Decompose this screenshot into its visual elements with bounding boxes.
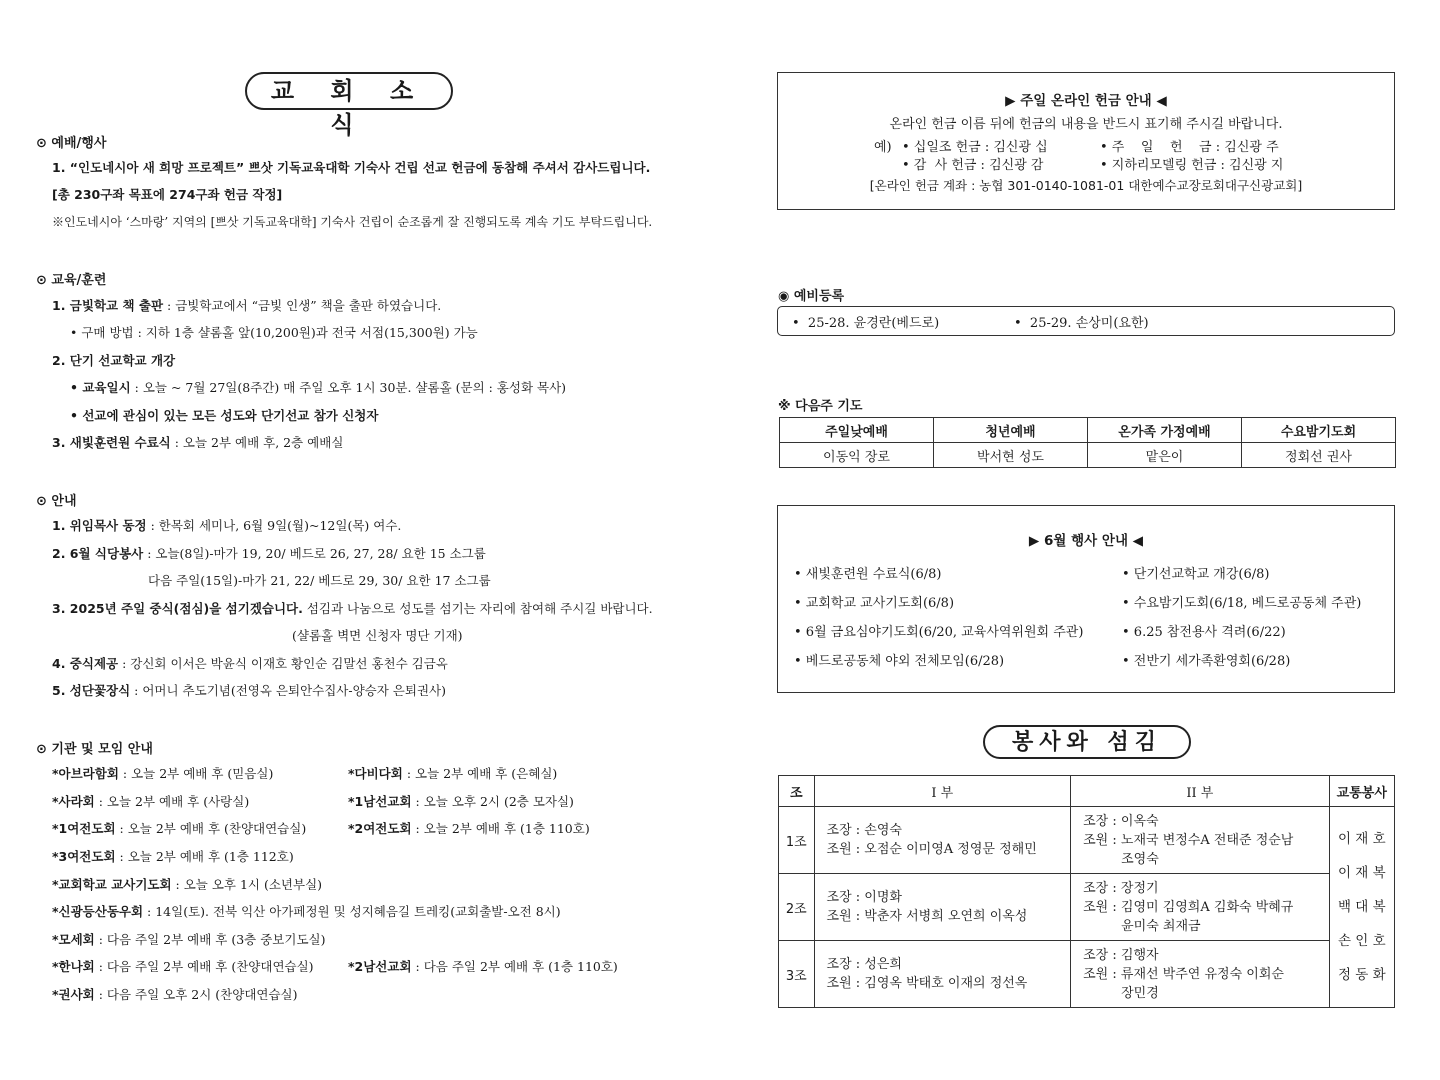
edu-item-1-label: 1. 금빛학교 책 출판 xyxy=(52,298,164,313)
group-text: : 다음 주일 2부 예배 후 (찬양대연습실) xyxy=(94,959,314,974)
service-header-row xyxy=(779,776,1395,807)
service-table xyxy=(778,775,1395,1008)
service-leader: 조장 : 손영숙 xyxy=(826,823,902,838)
prayer-value: 이동익 장로 xyxy=(780,443,934,468)
group-dabida xyxy=(348,765,557,783)
group-men-1 xyxy=(348,793,574,811)
service-group: 3조 xyxy=(779,941,815,1008)
group-text: : 오늘 2부 예배 후 (은혜실) xyxy=(402,766,558,781)
section-heading-groups: ⊙ 기관 및 모임 안내 xyxy=(36,742,153,757)
group-text: : 14일(토). 전북 익산 아가페정원 및 성지혜음길 트레킹(교회출발-오전 8시) xyxy=(143,904,561,919)
group-label: *사라회 xyxy=(52,794,95,809)
group-men-2 xyxy=(348,958,618,976)
section-heading-notice: ⊙ 안내 xyxy=(36,494,77,509)
service-header-group: 조 xyxy=(779,776,815,807)
june-event-right-3: • 6.25 참전용사 격려(6/22) xyxy=(1122,625,1286,640)
group-text: : 오늘 오후 2시 (2층 모자실) xyxy=(411,794,574,809)
service-traffic xyxy=(1329,807,1394,1008)
notice-item-4-text: : 강신회 이서은 박윤식 이재호 황인순 김말선 홍천수 김금옥 xyxy=(118,656,448,671)
prayer-header: 수요밤기도회 xyxy=(1242,418,1396,443)
group-text: : 오늘 2부 예배 후 (믿음실) xyxy=(118,766,274,781)
prayer-heading: ※ 다음주 기도 xyxy=(778,399,863,414)
notice-item-2-line-2: 다음 주일(15일)-마가 21, 22/ 베드로 29, 30/ 요한 17 소그룹 xyxy=(148,573,491,588)
edu-item-3-text: : 오늘 2부 예배 후, 2층 예배실 xyxy=(170,435,344,450)
edu-item-2-sub-1 xyxy=(70,379,566,397)
notice-item-3 xyxy=(52,600,653,618)
group-hannah xyxy=(52,958,314,976)
group-label: *신광등산동우회 xyxy=(52,904,144,919)
service-members: 조원 : 김영옥 박태호 이재의 정선옥 xyxy=(826,976,1028,991)
prayer-value-row xyxy=(780,443,1396,468)
service-title: 봉사와 섬김 xyxy=(983,725,1191,759)
service-row-1 xyxy=(779,807,1395,874)
service-row-2 xyxy=(779,874,1395,941)
prayer-header: 온가족 가정예배 xyxy=(1088,418,1242,443)
service-leader: 조장 : 김행자 xyxy=(1083,947,1159,963)
registration-box xyxy=(777,306,1395,336)
notice-item-1 xyxy=(52,517,401,535)
service-group: 1조 xyxy=(779,807,815,874)
group-sara xyxy=(52,793,249,811)
group-teachers xyxy=(52,876,322,894)
edu-item-3-label: 3. 새빛훈련원 수료식 xyxy=(52,435,171,450)
online-offering-example-3: • 감 사 헌금 : 김신광 감 xyxy=(902,158,1044,173)
edu-item-2: 2. 단기 선교학교 개강 xyxy=(52,353,176,368)
june-event-left-2: • 교회학교 교사기도회(6/8) xyxy=(794,596,955,611)
group-label: *교회학교 교사기도회 xyxy=(52,877,172,892)
service-members: 조원 : 노재국 변정수A 전태준 정순남 xyxy=(1083,832,1294,848)
edu-item-2-sub-2: • 선교에 관심이 있는 모든 성도와 단기선교 참가 신청자 xyxy=(70,408,379,423)
service-members: 조원 : 박춘자 서병희 오연희 이옥성 xyxy=(826,909,1028,924)
june-event-left-1: • 새빛훈련원 수료식(6/8) xyxy=(794,567,942,582)
service-header-part-1: I 부 xyxy=(814,776,1071,807)
june-events-box xyxy=(777,505,1395,693)
prayer-header: 청년예배 xyxy=(934,418,1088,443)
service-group: 2조 xyxy=(779,874,815,941)
prayer-table xyxy=(779,417,1396,468)
traffic-name: 이 재 복 xyxy=(1337,865,1386,881)
church-news-title: 교 회 소 식 xyxy=(245,72,453,110)
june-event-right-1: • 단기선교학교 개강(6/8) xyxy=(1122,567,1270,582)
service-members: 조원 : 오점순 이미영A 정영문 정해민 xyxy=(826,842,1037,857)
notice-item-3-text: 섬김과 나눔으로 성도를 섬기는 자리에 참여해 주시길 바랍니다. xyxy=(302,601,653,616)
group-women-1 xyxy=(52,820,306,838)
group-label: *2남선교회 xyxy=(348,959,412,974)
group-text: : 다음 주일 2부 예배 후 (1층 110호) xyxy=(411,959,618,974)
group-text: : 오늘 2부 예배 후 (1층 112호) xyxy=(115,849,294,864)
traffic-name: 백 대 복 xyxy=(1337,899,1386,915)
group-label: *2여전도회 xyxy=(348,821,412,836)
notice-item-3-line-2: (샬롬홀 벽면 신청자 명단 기재) xyxy=(292,628,463,643)
prayer-header: 주일낮예배 xyxy=(780,418,934,443)
prayer-value: 박서현 성도 xyxy=(934,443,1088,468)
notice-item-1-text: : 한목회 세미나, 6월 9일(월)~12일(목) 여수. xyxy=(146,518,402,533)
group-text: : 오늘 오후 1시 (소년부실) xyxy=(171,877,323,892)
group-label: *권사회 xyxy=(52,987,95,1002)
worship-item-1-note: ※인도네시아 ‘스마랑’ 지역의 [쁘삿 기독교육대학] 기숙사 건립이 순조롭게 잘 진행되도록 계속 기도 부탁드립니다. xyxy=(52,215,653,229)
group-women-3 xyxy=(52,848,294,866)
edu-item-2-sub-1-label: • 교육일시 xyxy=(70,380,131,395)
notice-item-1-label: 1. 위임목사 동정 xyxy=(52,518,147,533)
group-text: : 다음 주일 오후 2시 (찬양대연습실) xyxy=(94,987,298,1002)
prayer-value: 정회선 권사 xyxy=(1242,443,1396,468)
group-label: *1남선교회 xyxy=(348,794,412,809)
notice-item-5 xyxy=(52,682,446,700)
notice-item-5-text: : 어머니 추도기념(전영옥 은퇴안수집사-양승자 은퇴권사) xyxy=(130,683,446,698)
notice-item-2-label: 2. 6월 식당봉사 xyxy=(52,546,144,561)
online-offering-example-prefix: 예) xyxy=(874,140,892,155)
group-text: : 오늘 2부 예배 후 (1층 110호) xyxy=(411,821,590,836)
service-leader: 조장 : 성은희 xyxy=(826,957,902,972)
group-label: *다비다회 xyxy=(348,766,403,781)
service-part-1 xyxy=(814,874,1071,941)
service-leader: 조장 : 이옥숙 xyxy=(1083,813,1159,829)
group-text: : 다음 주일 2부 예배 후 (3층 중보기도실) xyxy=(94,932,326,947)
group-label: *3여전도회 xyxy=(52,849,116,864)
registration-item-1: • 25-28. 윤경란(베드로) xyxy=(792,316,940,331)
registration-heading: ◉ 예비등록 xyxy=(778,289,845,304)
service-part-1 xyxy=(814,807,1071,874)
june-event-left-4: • 베드로공동체 야외 전체모임(6/28) xyxy=(794,654,1005,669)
service-members-cont: 장민경 xyxy=(1121,985,1159,1001)
online-offering-box xyxy=(777,72,1395,210)
online-offering-example-4: • 지하리모델링 헌금 : 김신광 지 xyxy=(1100,158,1284,173)
service-part-2 xyxy=(1071,941,1329,1008)
registration-item-2: • 25-29. 손상미(요한) xyxy=(1014,316,1149,331)
june-events-title: ▶ 6월 행사 안내 ◀ xyxy=(1028,533,1144,549)
online-offering-account: [온라인 헌금 계좌 : 농협 301-0140-1081-01 대한예수교장로회대구신광교회] xyxy=(869,178,1303,193)
group-text: : 오늘 2부 예배 후 (찬양대연습실) xyxy=(115,821,307,836)
notice-item-4 xyxy=(52,655,448,673)
traffic-name: 정 동 화 xyxy=(1337,967,1386,983)
prayer-value: 맡은이 xyxy=(1088,443,1242,468)
edu-item-3 xyxy=(52,434,343,452)
service-leader: 조장 : 이명화 xyxy=(826,890,902,905)
section-heading-worship: ⊙ 예배/행사 xyxy=(36,136,107,151)
service-part-2 xyxy=(1071,874,1329,941)
service-part-1 xyxy=(814,941,1071,1008)
online-offering-desc: 온라인 헌금 이름 뒤에 헌금의 내용을 반드시 표기해 주시길 바랍니다. xyxy=(889,117,1283,132)
service-row-3 xyxy=(779,941,1395,1008)
traffic-name: 손 인 호 xyxy=(1337,933,1386,949)
edu-item-1 xyxy=(52,297,441,315)
service-members-cont: 윤미숙 최재금 xyxy=(1121,918,1201,934)
group-text: : 오늘 2부 예배 후 (사랑실) xyxy=(94,794,250,809)
service-members: 조원 : 김영미 김영희A 김화숙 박혜규 xyxy=(1083,899,1294,915)
traffic-name: 이 재 호 xyxy=(1337,831,1386,847)
worship-item-1-sub: [총 230구좌 목표에 274구좌 헌금 작정] xyxy=(52,187,283,202)
group-label: *한나회 xyxy=(52,959,95,974)
group-deaconess xyxy=(52,986,298,1004)
notice-item-4-label: 4. 중식제공 xyxy=(52,656,119,671)
june-event-left-3: • 6월 금요심야기도회(6/20, 교육사역위원회 주관) xyxy=(794,625,1084,640)
service-header-traffic: 교통봉사 xyxy=(1329,776,1394,807)
group-hiking xyxy=(52,903,561,921)
worship-item-1: 1. “인도네시아 새 희망 프로젝트” 쁘삿 기독교육대학 기숙사 건립 선교 헌금에 동참해 주셔서 감사드립니다. xyxy=(52,160,651,175)
group-label: *아브라함회 xyxy=(52,766,119,781)
notice-item-2-text: : 오늘(8일)-마가 19, 20/ 베드로 26, 27, 28/ 요한 15 소그룹 xyxy=(143,546,486,561)
online-offering-example-1: • 십일조 헌금 : 김신광 십 xyxy=(902,140,1048,155)
service-members-cont: 조영숙 xyxy=(1121,851,1159,867)
section-heading-education: ⊙ 교육/훈련 xyxy=(36,273,107,288)
prayer-header-row xyxy=(780,418,1396,443)
service-members: 조원 : 류재선 박주연 유정숙 이회순 xyxy=(1083,966,1284,982)
edu-item-2-sub-1-text: : 오늘 ~ 7월 27일(8주간) 매 주일 오후 1시 30분. 샬롬홀 (문의 : 홍성화 목사) xyxy=(130,380,567,395)
group-abraham xyxy=(52,765,273,783)
group-label: *모세회 xyxy=(52,932,95,947)
service-part-2 xyxy=(1071,807,1329,874)
group-women-2 xyxy=(348,820,590,838)
notice-item-5-label: 5. 성단꽃장식 xyxy=(52,683,131,698)
service-header-part-2: II 부 xyxy=(1071,776,1329,807)
edu-item-1-text: : 금빛학교에서 “금빛 인생” 책을 출판 하였습니다. xyxy=(163,298,442,313)
june-event-right-4: • 전반기 세가족환영회(6/28) xyxy=(1122,654,1291,669)
group-label: *1여전도회 xyxy=(52,821,116,836)
june-event-right-2: • 수요밤기도회(6/18, 베드로공동체 주관) xyxy=(1122,596,1362,611)
notice-item-2 xyxy=(52,545,486,563)
online-offering-example-2: • 주 일 헌 금 : 김신광 주 xyxy=(1100,140,1279,155)
service-leader: 조장 : 장정기 xyxy=(1083,880,1159,896)
group-moses xyxy=(52,931,325,949)
notice-item-3-label: 3. 2025년 주일 중식(점심)을 섬기겠습니다. xyxy=(52,601,303,616)
edu-item-1-sub: • 구매 방법 : 지하 1층 샬롬홀 앞(10,200원)과 전국 서점(15,300원) 가능 xyxy=(70,325,478,340)
online-offering-title: ▶ 주일 온라인 헌금 안내 ◀ xyxy=(1005,93,1167,109)
